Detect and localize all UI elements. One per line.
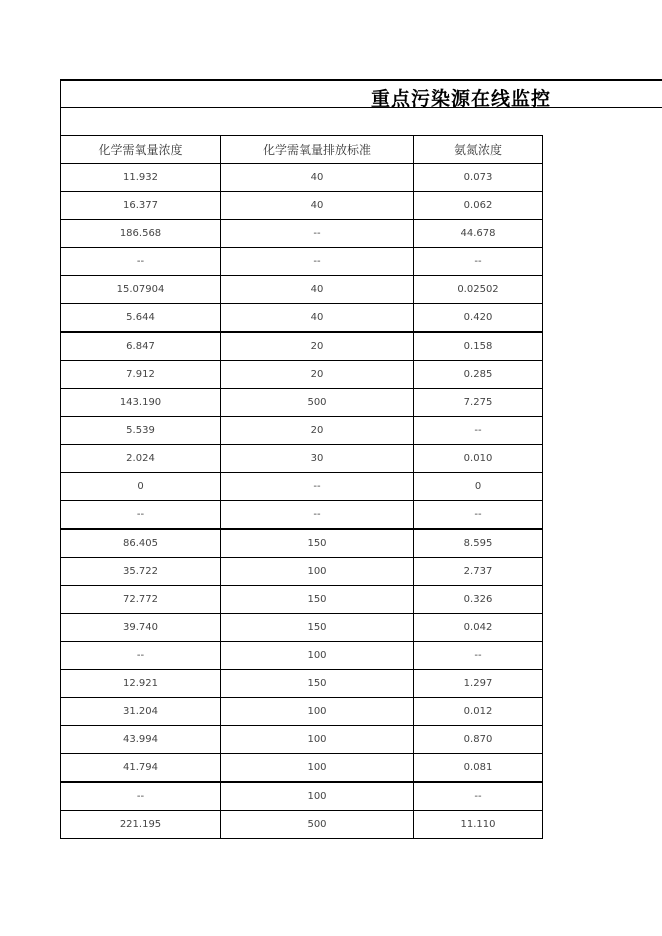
cell-cod-concentration[interactable]: -- bbox=[61, 501, 221, 530]
cell-cod-concentration[interactable]: 86.405 bbox=[61, 529, 221, 558]
cell-cod-standard[interactable]: -- bbox=[221, 501, 414, 530]
table-row bbox=[61, 586, 543, 614]
cell-ammonia-concentration[interactable]: 0.02502 bbox=[414, 276, 543, 304]
header-cod-concentration: 化学需氧量浓度 bbox=[61, 136, 221, 164]
cell-cod-concentration[interactable]: 6.847 bbox=[61, 332, 221, 361]
cell-ammonia-concentration[interactable]: 0.081 bbox=[414, 754, 543, 783]
cell-cod-concentration[interactable]: 11.932 bbox=[61, 164, 221, 192]
cell-cod-standard[interactable]: 150 bbox=[221, 614, 414, 642]
cell-ammonia-concentration[interactable]: 0.042 bbox=[414, 614, 543, 642]
table-row bbox=[61, 304, 543, 333]
table-row bbox=[61, 192, 543, 220]
table-row bbox=[61, 389, 543, 417]
cell-cod-concentration[interactable]: -- bbox=[61, 248, 221, 276]
table-row bbox=[61, 332, 543, 361]
table-row bbox=[61, 164, 543, 192]
cell-cod-concentration[interactable]: 12.921 bbox=[61, 670, 221, 698]
cell-cod-concentration[interactable]: 31.204 bbox=[61, 698, 221, 726]
cell-cod-standard[interactable]: -- bbox=[221, 248, 414, 276]
cell-cod-concentration[interactable]: 7.912 bbox=[61, 361, 221, 389]
cell-cod-concentration[interactable]: 16.377 bbox=[61, 192, 221, 220]
cell-cod-standard[interactable]: 150 bbox=[221, 529, 414, 558]
cell-ammonia-concentration[interactable]: 0.285 bbox=[414, 361, 543, 389]
cell-cod-concentration[interactable]: -- bbox=[61, 642, 221, 670]
cell-ammonia-concentration[interactable]: -- bbox=[414, 642, 543, 670]
cell-cod-standard[interactable]: 40 bbox=[221, 192, 414, 220]
header-ammonia-concentration: 氨氮浓度 bbox=[414, 136, 543, 164]
table-row bbox=[61, 642, 543, 670]
cell-cod-standard[interactable]: 100 bbox=[221, 698, 414, 726]
cell-cod-concentration[interactable]: 0 bbox=[61, 473, 221, 501]
table-row bbox=[61, 558, 543, 586]
cell-cod-standard[interactable]: 20 bbox=[221, 361, 414, 389]
cell-cod-concentration[interactable]: 39.740 bbox=[61, 614, 221, 642]
cell-cod-standard[interactable]: 100 bbox=[221, 782, 414, 811]
cell-cod-concentration[interactable]: 72.772 bbox=[61, 586, 221, 614]
cell-cod-standard[interactable]: 500 bbox=[221, 811, 414, 839]
table-row bbox=[61, 220, 543, 248]
table-row bbox=[61, 361, 543, 389]
cell-cod-concentration[interactable]: 143.190 bbox=[61, 389, 221, 417]
title-row bbox=[60, 79, 662, 107]
table-row bbox=[61, 501, 543, 530]
cell-ammonia-concentration[interactable]: -- bbox=[414, 501, 543, 530]
blank-row bbox=[60, 107, 662, 135]
cell-cod-concentration[interactable]: 221.195 bbox=[61, 811, 221, 839]
table-row bbox=[61, 614, 543, 642]
cell-ammonia-concentration[interactable]: 11.110 bbox=[414, 811, 543, 839]
cell-cod-standard[interactable]: 100 bbox=[221, 558, 414, 586]
table-row bbox=[61, 445, 543, 473]
cell-cod-standard[interactable]: 40 bbox=[221, 276, 414, 304]
cell-cod-standard[interactable]: 40 bbox=[221, 304, 414, 333]
cell-cod-standard[interactable]: 20 bbox=[221, 417, 414, 445]
cell-cod-standard[interactable]: -- bbox=[221, 473, 414, 501]
table-row bbox=[61, 811, 543, 839]
cell-cod-concentration[interactable]: 2.024 bbox=[61, 445, 221, 473]
sheet-title: 重点污染源在线监控 bbox=[371, 88, 552, 107]
cell-ammonia-concentration[interactable]: 0.420 bbox=[414, 304, 543, 333]
table-body bbox=[61, 164, 543, 839]
cell-cod-standard[interactable]: 150 bbox=[221, 586, 414, 614]
table-row bbox=[61, 782, 543, 811]
cell-ammonia-concentration[interactable]: 0.010 bbox=[414, 445, 543, 473]
cell-cod-concentration[interactable]: 5.644 bbox=[61, 304, 221, 333]
table-row bbox=[61, 276, 543, 304]
cell-cod-standard[interactable]: 30 bbox=[221, 445, 414, 473]
cell-ammonia-concentration[interactable]: 2.737 bbox=[414, 558, 543, 586]
cell-cod-concentration[interactable]: 15.07904 bbox=[61, 276, 221, 304]
cell-ammonia-concentration[interactable]: 0.073 bbox=[414, 164, 543, 192]
cell-cod-concentration[interactable]: 35.722 bbox=[61, 558, 221, 586]
cell-ammonia-concentration[interactable]: 0 bbox=[414, 473, 543, 501]
cell-ammonia-concentration[interactable]: -- bbox=[414, 248, 543, 276]
cell-ammonia-concentration[interactable]: 0.870 bbox=[414, 726, 543, 754]
cell-cod-standard[interactable]: 150 bbox=[221, 670, 414, 698]
cell-cod-concentration[interactable]: 5.539 bbox=[61, 417, 221, 445]
table-row bbox=[61, 698, 543, 726]
data-table bbox=[60, 135, 543, 839]
cell-cod-standard[interactable]: 40 bbox=[221, 164, 414, 192]
cell-cod-standard[interactable]: -- bbox=[221, 220, 414, 248]
cell-ammonia-concentration[interactable]: 1.297 bbox=[414, 670, 543, 698]
cell-ammonia-concentration[interactable]: 0.326 bbox=[414, 586, 543, 614]
cell-cod-concentration[interactable]: 43.994 bbox=[61, 726, 221, 754]
cell-cod-standard[interactable]: 100 bbox=[221, 642, 414, 670]
cell-ammonia-concentration[interactable]: 0.012 bbox=[414, 698, 543, 726]
table-row bbox=[61, 670, 543, 698]
table-row bbox=[61, 417, 543, 445]
cell-cod-concentration[interactable]: 41.794 bbox=[61, 754, 221, 783]
cell-cod-standard[interactable]: 100 bbox=[221, 726, 414, 754]
cell-ammonia-concentration[interactable]: 0.158 bbox=[414, 332, 543, 361]
table-row bbox=[61, 248, 543, 276]
table-row bbox=[61, 726, 543, 754]
cell-cod-concentration[interactable]: 186.568 bbox=[61, 220, 221, 248]
cell-ammonia-concentration[interactable]: 0.062 bbox=[414, 192, 543, 220]
cell-ammonia-concentration[interactable]: -- bbox=[414, 417, 543, 445]
cell-cod-standard[interactable]: 20 bbox=[221, 332, 414, 361]
table-row bbox=[61, 473, 543, 501]
spreadsheet bbox=[60, 79, 662, 839]
cell-ammonia-concentration[interactable]: 7.275 bbox=[414, 389, 543, 417]
cell-ammonia-concentration[interactable]: 44.678 bbox=[414, 220, 543, 248]
header-row bbox=[61, 136, 543, 164]
cell-ammonia-concentration[interactable]: 8.595 bbox=[414, 529, 543, 558]
table-row bbox=[61, 754, 543, 783]
table-row bbox=[61, 529, 543, 558]
header-cod-standard: 化学需氧量排放标准 bbox=[221, 136, 414, 164]
cell-ammonia-concentration[interactable]: -- bbox=[414, 782, 543, 811]
cell-cod-concentration[interactable]: -- bbox=[61, 782, 221, 811]
cell-cod-standard[interactable]: 100 bbox=[221, 754, 414, 783]
cell-cod-standard[interactable]: 500 bbox=[221, 389, 414, 417]
